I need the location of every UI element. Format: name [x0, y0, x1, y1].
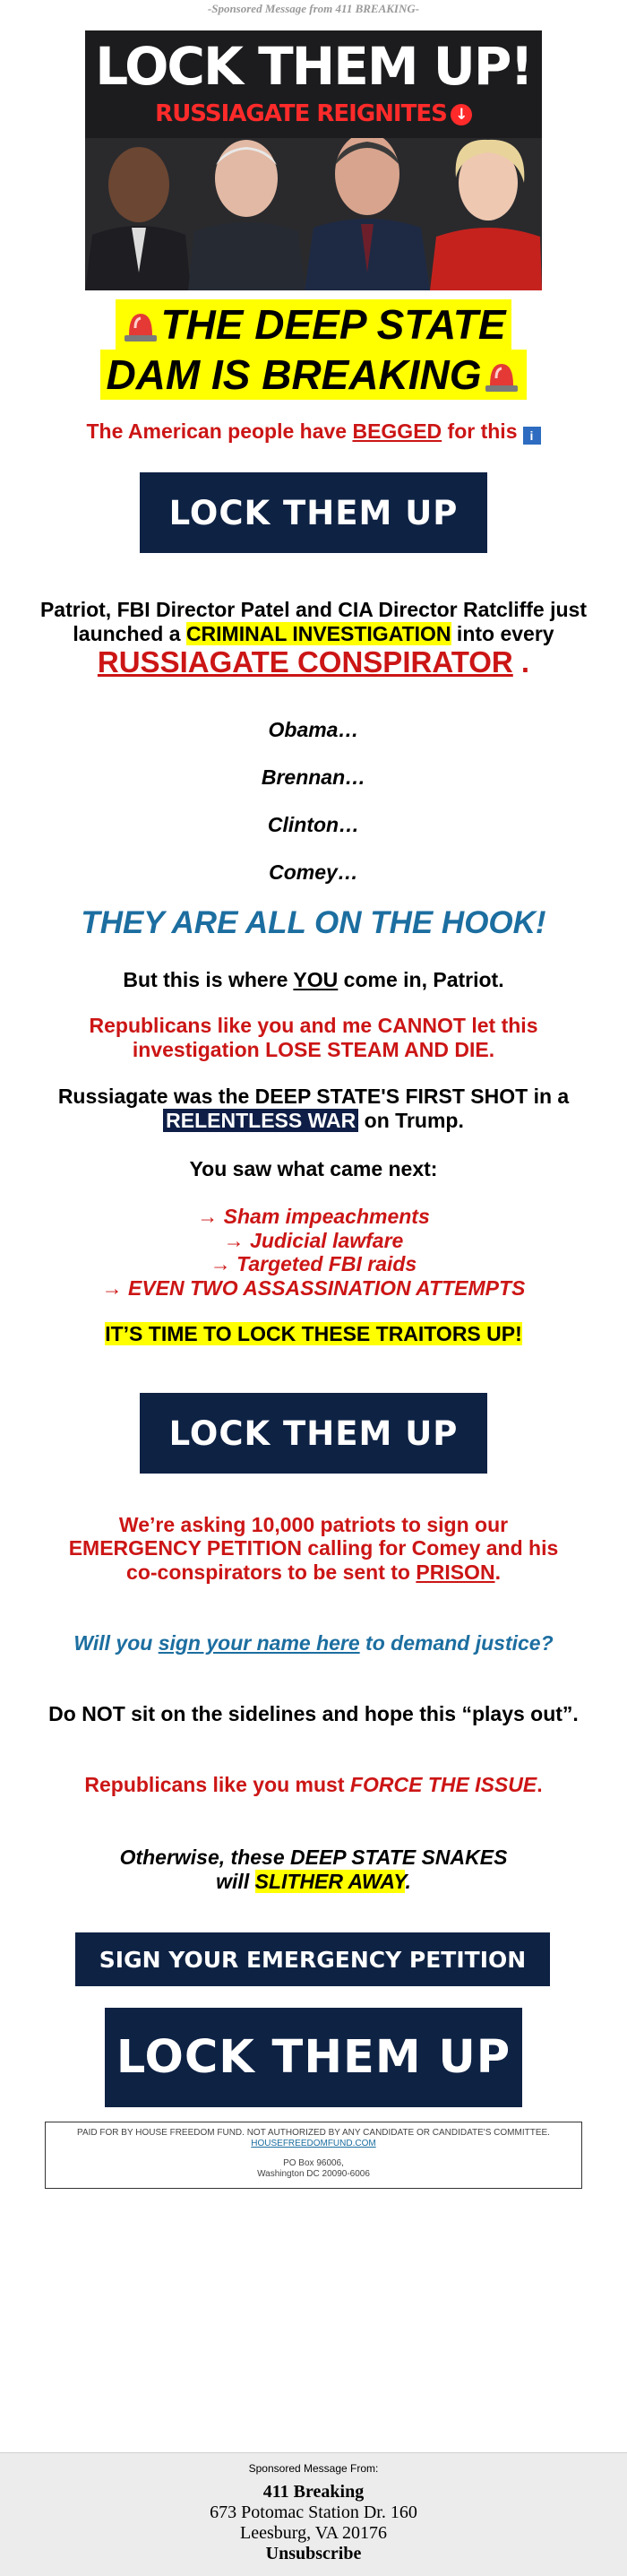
force-issue-line: Republicans like you must FORCE THE ISSUE. — [84, 1773, 543, 1796]
investigation-line-2: launched a CRIMINAL INVESTIGATION into every — [73, 622, 554, 645]
footer-sponsored: Sponsored Message From: — [248, 2462, 379, 2475]
hero-subtitle: RUSSIAGATE REIGNITES ↓ — [85, 100, 542, 127]
sign-petition-button[interactable]: SIGN YOUR EMERGENCY PETITION — [75, 1932, 550, 1986]
lock-them-up-button[interactable]: LOCK THEM UP — [105, 2008, 522, 2107]
name-comey: Comey… — [269, 860, 358, 884]
house-freedom-fund-link[interactable]: HOUSEFREEDOMFUND.COM — [251, 2139, 376, 2148]
asking-line-3: co-conspirators to be sent to PRISON. — [126, 1560, 501, 1584]
footer-address-2: Leesburg, VA 20176 — [240, 2523, 387, 2543]
lock-them-up-button[interactable]: LOCK THEM UP — [140, 472, 487, 553]
sign-question: Will you sign your name here to demand justice? — [73, 1631, 554, 1655]
name-clinton: Clinton… — [267, 813, 360, 836]
snakes-line-1: Otherwise, these DEEP STATE SNAKES — [119, 1846, 508, 1869]
siren-icon — [482, 359, 521, 393]
siren-icon — [121, 308, 160, 342]
name-obama: Obama… — [268, 718, 359, 741]
hero-title: LOCK THEM UP! — [95, 36, 532, 97]
footer-address-1: 673 Potomac Station Dr. 160 — [210, 2503, 417, 2522]
came-next-line: You saw what came next: — [189, 1157, 438, 1180]
you-come-in-line: But this is where YOU come in, Patriot. — [123, 968, 504, 991]
sponsor-banner: -Sponsored Message from 411 BREAKING- — [207, 2, 420, 15]
headline-line-1: THE DEEP STATE — [0, 299, 627, 350]
arrow-down-icon: ↓ — [451, 104, 472, 125]
footer-sender-name: 411 Breaking — [262, 2482, 365, 2502]
lock-them-up-button[interactable]: LOCK THEM UP — [140, 1393, 487, 1474]
investigation-line-1: Patriot, FBI Director Patel and CIA Director Ratcliffe just — [39, 598, 588, 621]
on-the-hook-heading: THEY ARE ALL ON THE HOOK! — [81, 905, 546, 940]
conspirator-line: RUSSIAGATE CONSPIRATOR . — [97, 645, 530, 679]
footer — [0, 2452, 627, 2576]
disclaimer-box — [45, 2122, 582, 2189]
disclaimer-text: PAID FOR BY HOUSE FREEDOM FUND. NOT AUTHORIZED BY ANY CANDIDATE OR CANDIDATE'S COMMITTEE. — [77, 2128, 550, 2138]
steam-line-2: investigation LOSE STEAM AND DIE. — [132, 1038, 495, 1061]
headline-line-2: DAM IS BREAKING — [0, 350, 627, 400]
hero-image[interactable] — [85, 30, 542, 290]
info-icon: i — [523, 427, 541, 445]
list-item: → Sham impeachments — [197, 1205, 430, 1228]
po-box: PO Box 96006, — [283, 2158, 344, 2168]
list-item: → Targeted FBI raids — [210, 1252, 417, 1275]
begged-line: The American people have BEGGED for this i — [0, 419, 627, 445]
list-item: → EVEN TWO ASSASSINATION ATTEMPTS — [101, 1276, 526, 1300]
sign-name-link[interactable]: sign your name here — [158, 1631, 360, 1655]
steam-line-1: Republicans like you and me CANNOT let this — [89, 1014, 538, 1037]
first-shot-line-1: Russiagate was the DEEP STATE'S FIRST SHOT in a — [57, 1085, 570, 1108]
list-item: → Judicial lawfare — [223, 1229, 404, 1252]
snakes-line-2: will SLITHER AWAY. — [216, 1870, 411, 1893]
asking-line-1: We’re asking 10,000 patriots to sign our — [118, 1513, 509, 1536]
portraits-illustration — [85, 138, 542, 290]
sidelines-line: Do NOT sit on the sidelines and hope this “plays out”. — [48, 1702, 579, 1725]
asking-line-2: EMERGENCY PETITION calling for Comey and his — [68, 1536, 559, 1560]
unsubscribe-link[interactable]: Unsubscribe — [265, 2544, 362, 2563]
name-brennan: Brennan… — [261, 765, 366, 789]
first-shot-line-2: RELENTLESS WAR on Trump. — [0, 1109, 627, 1133]
city-line: Washington DC 20090-6006 — [257, 2169, 370, 2179]
traitors-line: IT’S TIME TO LOCK THESE TRAITORS UP! — [105, 1322, 522, 1345]
